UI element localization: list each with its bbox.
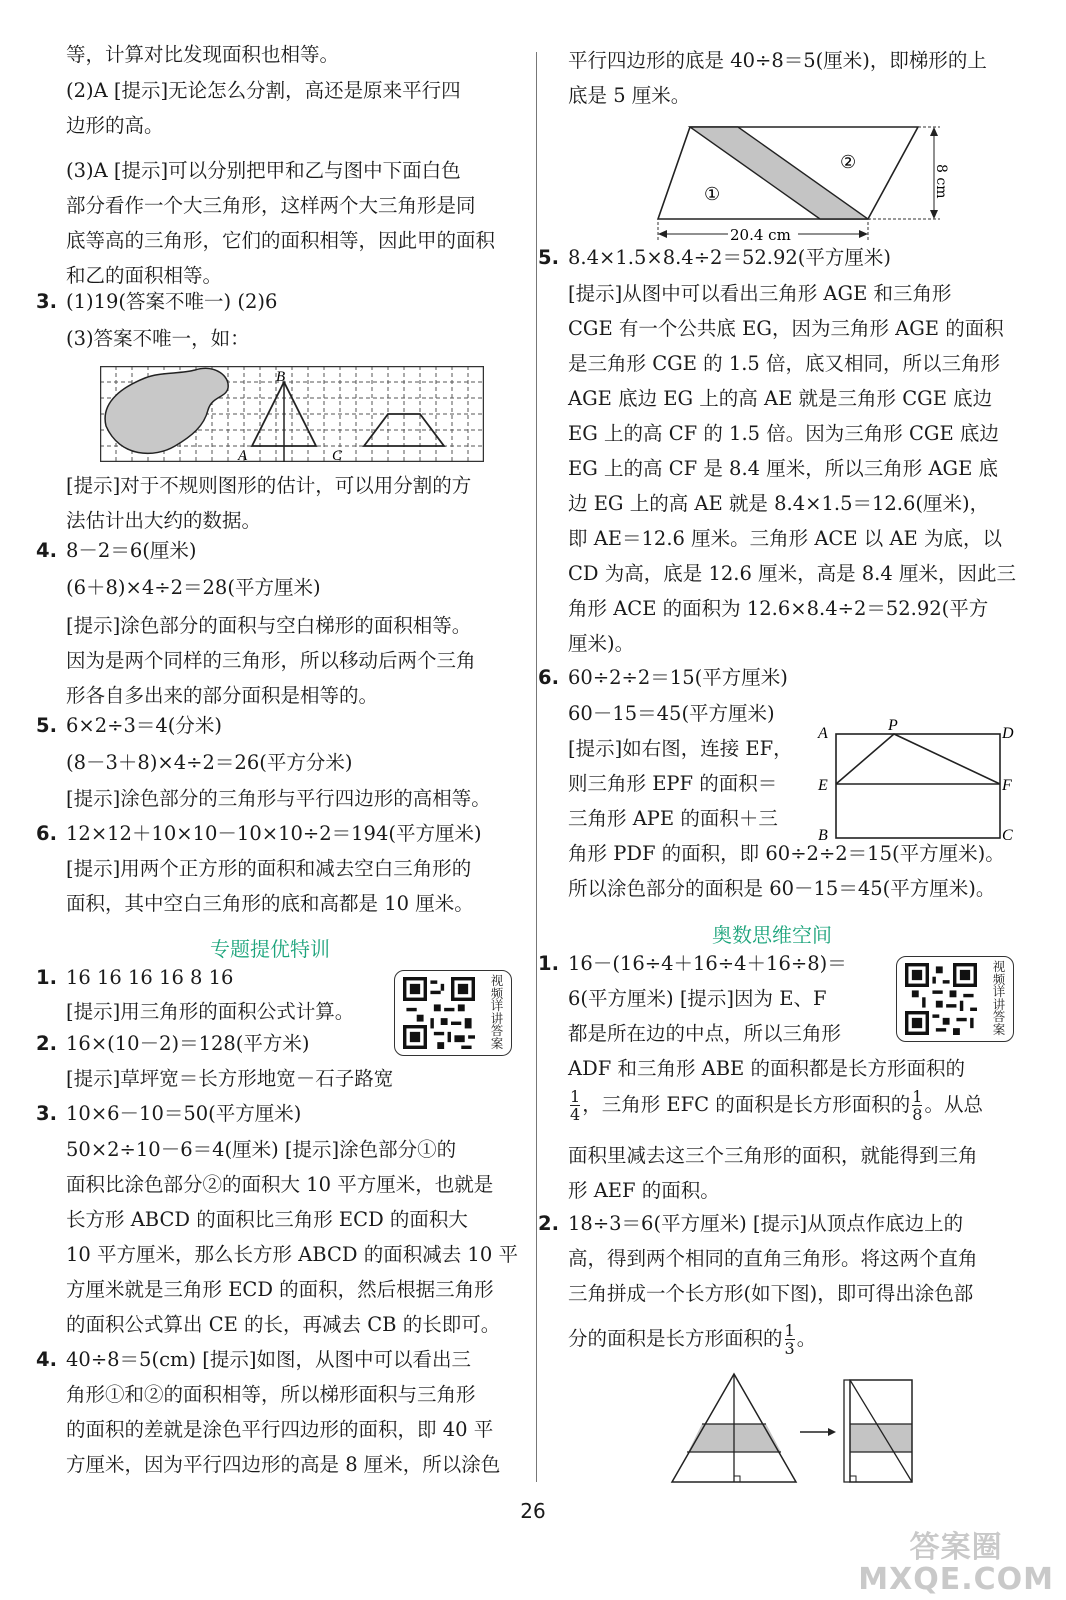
region-2-label: ②	[840, 152, 857, 173]
right-line	[568, 46, 987, 76]
right-line	[538, 243, 891, 273]
line-text: 8.4×1.5×8.4÷2＝52.92(平方厘米)	[568, 246, 891, 269]
fraction: $\frac{1}{8}$	[912, 1087, 923, 1124]
right-line	[538, 1209, 964, 1239]
line-text: 法估计出大约的数据。	[66, 509, 262, 532]
left-line	[66, 1310, 500, 1340]
line-text: CGE 有一个公共底 EG，因为三角形 AGE 的面积	[568, 317, 1004, 340]
question-number: 4.	[36, 1348, 57, 1371]
line-text: 6(平方厘米) [提示]因为 E、F	[568, 987, 827, 1010]
line-text: 是三角形 CGE 的 1.5 倍，底又相同，所以三角形	[568, 352, 1001, 375]
left-line	[36, 1029, 310, 1059]
line-text: 和乙的面积相等。	[66, 264, 223, 287]
line-text: 60÷2÷2＝15(平方厘米)	[568, 666, 788, 689]
left-line	[66, 1450, 500, 1480]
line-text: (2)A [提示]无论怎么分割，高还是原来平行四	[66, 79, 461, 102]
right-line	[568, 1141, 978, 1171]
line-text: (1)19(答案不唯一) (2)6	[66, 290, 278, 313]
page-number: 26	[520, 1499, 546, 1523]
right-line	[568, 1244, 978, 1274]
line-text: 角形 PDF 的面积，即 60÷2÷2＝15(平方厘米)。	[568, 842, 1005, 865]
left-line	[66, 156, 461, 186]
line-text: ADF 和三角形 ABE 的面积都是长方形面积的	[568, 1057, 965, 1080]
parallelogram-figure	[650, 122, 950, 244]
line-text: [提示]草坪宽＝长方形地宽－石子路宽	[66, 1067, 394, 1090]
left-line	[66, 40, 339, 70]
line-text: 即 AE＝12.6 厘米。三角形 ACE 以 AE 为底，以	[568, 527, 1002, 550]
line-text: [提示]如右图，连接 EF，	[568, 737, 793, 760]
left-line	[66, 854, 471, 884]
question-number: 2.	[36, 1032, 57, 1055]
left-line	[66, 1064, 393, 1094]
line-text: 方厘米就是三角形 ECD 的面积，然后根据三角形	[66, 1278, 494, 1301]
right-line	[538, 949, 847, 979]
label-rect-P: P	[888, 718, 898, 734]
left-line	[66, 1415, 493, 1445]
line-text: 16×(10－2)＝128(平方米)	[66, 1032, 310, 1055]
line-text: 6×2÷3＝4(分米)	[66, 714, 223, 737]
line-text: 10 平方厘米，那么长方形 ABCD 的面积减去 10 平	[66, 1243, 518, 1266]
right-line	[568, 769, 777, 799]
left-line	[66, 784, 491, 814]
line-text: (8－3＋8)×4÷2＝26(平方分米)	[66, 751, 353, 774]
line-text: 长方形 ABCD 的面积比三角形 ECD 的面积大	[66, 1208, 468, 1231]
line-text: 方厘米，因为平行四边形的高是 8 厘米，所以涂色	[66, 1453, 501, 1476]
left-line	[66, 1135, 456, 1165]
line-text: [提示]用三角形的面积公式计算。	[66, 1000, 355, 1023]
line-text: [提示]从图中可以看出三角形 AGE 和三角形	[568, 282, 952, 305]
left-line	[66, 1170, 493, 1200]
line-text: 面积比涂色部分②的面积大 10 平方厘米，也就是	[66, 1173, 494, 1196]
right-line	[568, 314, 1004, 344]
left-line	[66, 1275, 494, 1305]
right-line	[568, 384, 992, 414]
left-line	[66, 226, 495, 256]
right-line	[568, 81, 690, 111]
fraction: $\frac{1}{3}$	[784, 1321, 795, 1358]
left-line	[36, 711, 223, 741]
line-text: 边形的高。	[66, 114, 164, 137]
line-text: [提示]对于不规则图形的估计，可以用分割的方	[66, 474, 472, 497]
line-text: 12×12＋10×10－10×10÷2＝194(平方厘米)	[66, 822, 482, 845]
line-text: 的面积公式算出 CE 的长，再减去 CB 的长即可。	[66, 1313, 501, 1336]
line-text: 16－(16÷4＋16÷4＋16÷8)＝	[568, 952, 847, 975]
line-text: AGE 底边 EG 上的高 AE 就是三角形 CGE 底边	[568, 387, 993, 410]
left-line	[66, 1240, 518, 1270]
line-text: 底是 5 厘米。	[568, 84, 691, 107]
question-number: 2.	[538, 1212, 559, 1235]
qr-caption: 视频详讲答案	[992, 959, 1006, 1037]
line-text: 边 EG 上的高 AE 就是 8.4×1.5＝12.6(厘米)，	[568, 492, 990, 515]
left-line	[66, 748, 352, 778]
question-number: 3.	[36, 290, 57, 313]
line-text: 高，得到两个相同的直角三角形。将这两个直角	[568, 1247, 978, 1270]
question-number: 5.	[538, 246, 559, 269]
line-text: 40÷8＝5(cm) [提示]如图，从图中可以看出三	[66, 1348, 472, 1371]
left-line	[66, 111, 164, 141]
line-text: 面积里减去这三个三角形的面积，就能得到三角	[568, 1144, 978, 1167]
right-line	[568, 1019, 841, 1049]
left-line	[66, 506, 261, 536]
line-text: 因为是两个同样的三角形，所以移动后两个三角	[66, 649, 476, 672]
label-A: A	[238, 448, 248, 462]
left-line	[66, 324, 250, 354]
qr-code-icon	[403, 977, 475, 1049]
right-line	[568, 454, 998, 484]
line-text: (3)答案不唯一，如：	[66, 327, 250, 350]
grid-figure	[100, 366, 484, 462]
right-line	[568, 734, 793, 764]
label-rect-E: E	[818, 777, 828, 794]
qr-code-right[interactable]	[896, 956, 1014, 1042]
line-text: 的面积的差就是涂色平行四边形的面积，即 40 平	[66, 1418, 494, 1441]
line-text: [提示]用两个正方形的面积和减去空白三角形的	[66, 857, 472, 880]
line-text: (6＋8)×4÷2＝28(平方厘米)	[66, 576, 321, 599]
line-text: 平行四边形的底是 40÷8＝5(厘米)，即梯形的上	[568, 49, 987, 72]
height-label: 8 cm	[933, 164, 949, 199]
label-rect-A: A	[818, 725, 828, 742]
line-text: EG 上的高 CF 是 8.4 厘米，所以三角形 AGE 底	[568, 457, 999, 480]
line-text: CD 为高，底是 12.6 厘米，高是 8.4 厘米，因此三	[568, 562, 1016, 585]
right-line	[568, 559, 1016, 589]
right-line-fraction: 分的面积是长方形面积的 $\frac{1}{3}$ 。	[568, 1321, 817, 1358]
line-text: 三角形 APE 的面积＋三	[568, 807, 778, 830]
left-line	[66, 646, 476, 676]
right-line	[568, 489, 989, 519]
right-line	[538, 663, 788, 693]
right-line	[568, 419, 999, 449]
line-text: EG 上的高 CF 的 1.5 倍。因为三角形 CGE 底边	[568, 422, 999, 445]
left-line	[66, 997, 354, 1027]
left-line	[36, 287, 278, 317]
qr-caption: 视频详讲答案	[490, 973, 504, 1051]
watermark: 答案圈 MXQE.COM	[858, 1530, 1054, 1597]
label-B: B	[276, 369, 286, 385]
left-line	[66, 573, 321, 603]
fraction: $\frac{1}{4}$	[570, 1087, 581, 1124]
question-number: 6.	[538, 666, 559, 689]
right-line	[568, 349, 1000, 379]
line-text: 10×6－10＝50(平方厘米)	[66, 1102, 302, 1125]
section-title-special-training: 专题提优特训	[210, 937, 330, 961]
irregular-shape	[105, 368, 228, 453]
question-number: 1.	[538, 952, 559, 975]
left-line	[66, 889, 474, 919]
question-number: 4.	[36, 539, 57, 562]
line-text: 8－2＝6(厘米)	[66, 539, 197, 562]
line-text: 所以涂色部分的面积是 60－15＝45(平方厘米)。	[568, 877, 996, 900]
column-divider	[536, 52, 537, 1482]
left-line	[66, 191, 476, 221]
line-text: 50×2÷10－6＝4(厘米) [提示]涂色部分①的	[66, 1138, 457, 1161]
line-text: 形 AEF 的面积。	[568, 1179, 720, 1202]
right-line	[568, 984, 827, 1014]
left-line	[36, 819, 482, 849]
right-line	[568, 804, 778, 834]
qr-code-icon	[905, 963, 977, 1035]
left-line	[36, 536, 197, 566]
line-text: [提示]涂色部分的三角形与平行四边形的高相等。	[66, 787, 491, 810]
line-text: 形各自多出来的部分面积是相等的。	[66, 684, 379, 707]
line-text: 底等高的三角形，它们的面积相等，因此甲的面积	[66, 229, 496, 252]
right-line	[568, 524, 1002, 554]
line-text: 18÷3＝6(平方厘米) [提示]从顶点作底边上的	[568, 1212, 964, 1235]
right-line	[568, 279, 952, 309]
question-number: 3.	[36, 1102, 57, 1125]
line-text: 面积，其中空白三角形的底和高都是 10 厘米。	[66, 892, 474, 915]
right-line	[568, 629, 634, 659]
region-1-label: ①	[704, 184, 721, 205]
line-text: 16 16 16 16 8 16	[66, 966, 234, 989]
width-label: 20.4 cm	[730, 226, 791, 244]
left-line	[66, 611, 471, 641]
line-text: 部分看作一个大三角形，这样两个大三角形是同	[66, 194, 476, 217]
line-text: 60－15＝45(平方厘米)	[568, 702, 775, 725]
line-text: 角形①和②的面积相等，所以梯形面积与三角形	[66, 1383, 476, 1406]
right-line	[568, 1054, 965, 1084]
label-rect-B: B	[818, 827, 828, 844]
left-line	[66, 1205, 468, 1235]
rectangle-figure	[814, 718, 1024, 848]
question-number: 6.	[36, 822, 57, 845]
left-line	[36, 1099, 302, 1129]
section-title-olympiad: 奥数思维空间	[712, 923, 832, 947]
right-line	[568, 1176, 720, 1206]
line-text: [提示]涂色部分的面积与空白梯形的面积相等。	[66, 614, 472, 637]
line-text: 等，计算对比发现面积也相等。	[66, 43, 340, 66]
left-line	[66, 471, 471, 501]
label-rect-D: D	[1002, 725, 1014, 742]
label-C: C	[332, 448, 343, 462]
line-text: 则三角形 EPF 的面积＝	[568, 772, 778, 795]
label-rect-F: F	[1002, 777, 1012, 794]
qr-code-left[interactable]	[394, 970, 512, 1056]
line-text: 三角拼成一个长方形(如下图)，即可得出涂色部	[568, 1282, 974, 1305]
left-line	[36, 963, 234, 993]
line-text: (3)A [提示]可以分别把甲和乙与图中下面白色	[66, 159, 461, 182]
line-text: 都是所在边的中点，所以三角形	[568, 1022, 842, 1045]
triangle-rectangle-figure	[668, 1372, 918, 1486]
line-text: 厘米)。	[568, 632, 635, 655]
left-line	[66, 1380, 476, 1410]
right-line-fraction: $\frac{1}{4}$ ，三角形 EFC 的面积是长方形面积的 $\frac{1}{8}$ 。从总	[570, 1087, 983, 1124]
line-text: 角形 ACE 的面积为 12.6×8.4÷2＝52.92(平方	[568, 597, 989, 620]
right-line	[568, 1279, 973, 1309]
right-line	[568, 874, 995, 904]
left-line	[66, 76, 461, 106]
left-line	[36, 1345, 472, 1375]
right-line	[568, 594, 988, 624]
label-rect-C: C	[1002, 827, 1013, 844]
right-line	[568, 699, 775, 729]
question-number: 1.	[36, 966, 57, 989]
question-number: 5.	[36, 714, 57, 737]
left-line	[66, 681, 378, 711]
